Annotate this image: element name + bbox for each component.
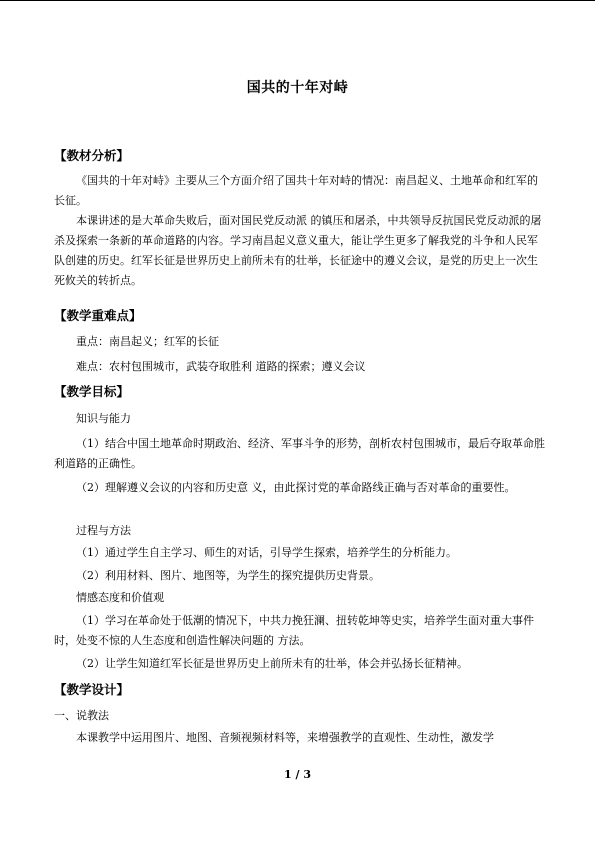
heading-design: 【教学设计】 [54,682,130,697]
goals-emotion-2: （2）让学生知道红军长征是世界历史上前所未有的壮举，体会并弘扬长征精神。 [76,657,468,670]
design-paragraph-1: 本课教学中运用图片、地图、音频视频材料等，来增强教学的直观性、生动性，激发学 [76,731,494,744]
goals-method-title: 过程与方法 [76,524,131,537]
analysis-paragraph-1: 《国共的十年对峙》主要从三个方面介绍了国共十年对峙的情况：南昌起义、土地革命和红军的长征。 [54,174,538,207]
goals-knowledge-title: 知识与能力 [76,412,131,425]
heading-goals: 【教学目标】 [54,384,130,399]
goals-knowledge-2: （2）理解遵义会议的内容和历史意 义，由此探讨党的革命路线正确与否对革命的重要性。 [76,481,516,494]
page-number: 1 / 3 [284,768,311,781]
keypoint-focus: 重点：南昌起义；红军的长征 [76,335,219,348]
goals-emotion-1: （1）学习在革命处于低潮的情况下，中共力挽狂澜、扭转乾坤等史实，培养学生面对重大事件时，处变不惊的人生态度和创造性解决问题的 方法。 [54,614,534,647]
heading-analysis: 【教材分析】 [54,148,130,163]
keypoint-difficulty: 难点：农村包围城市，武装夺取胜利 道路的探索；遵义会议 [76,360,366,373]
goals-emotion-title: 情感态度和价值观 [76,591,164,604]
analysis-paragraph-2: 本课讲述的是大革命失败后，面对国民党反动派 的镇压和屠杀，中共领导反抗国民党反动派的屠杀及探索一条新的革命道路的内容。学习南昌起义意义重大，能让学生更多了解我党的斗争和人民军队创建的历史。红军长征是世界历史上前所未有的壮举，长征途中的遵义会议，是党的历史上一次生死攸关的转折点。 [54,214,542,287]
heading-keypoints: 【教学重难点】 [54,308,142,323]
design-subheading-1: 一、说教法 [54,709,109,722]
goals-method-1: （1）通过学生自主学习、师生的对话，引导学生探索，培养学生的分析能力。 [76,546,457,559]
goals-knowledge-1: （1）结合中国土地革命时期政治、经济、军事斗争的形势，剖析农村包围城市，最后夺取革命胜利道路的正确性。 [54,437,545,470]
goals-method-2: （2）利用材料、图片、地图等，为学生的探究提供历史背景。 [76,569,380,582]
page-title: 国共的十年对峙 [246,80,349,96]
